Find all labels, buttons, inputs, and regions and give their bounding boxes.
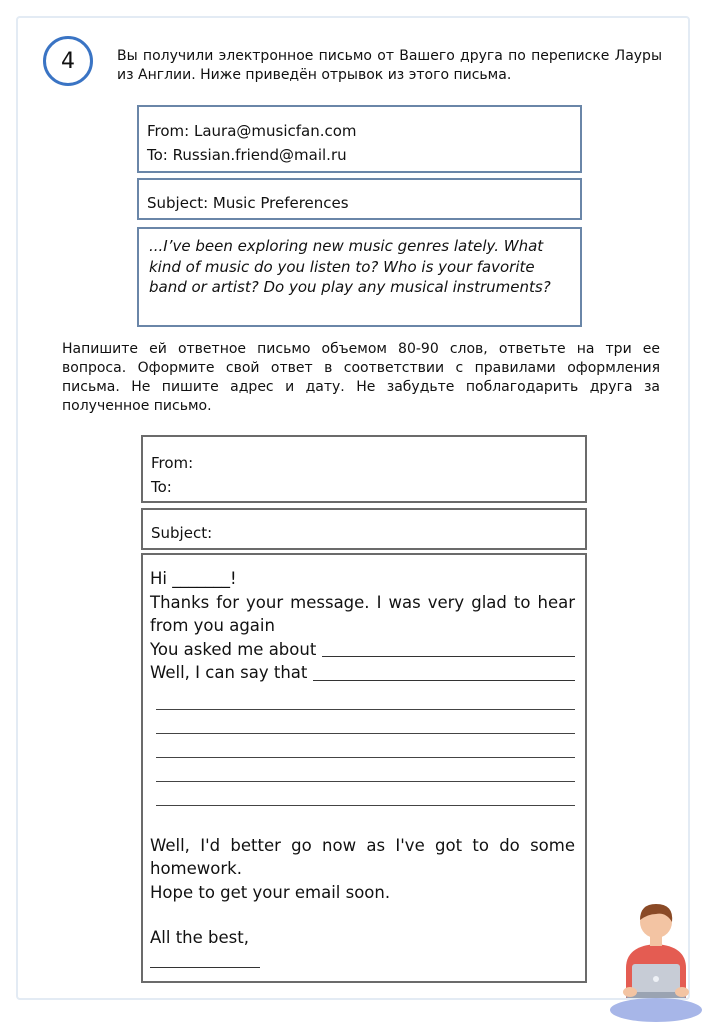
reply-thanks: Thanks for your message. I was very glad to hear from you again <box>150 592 575 635</box>
incoming-email-body <box>137 227 582 327</box>
incoming-body-text: ...I’ve been exploring new music genres lately. What kind of music do you listen to? Who is your favorite band or artist? Do you play any musical instruments? <box>149 237 551 296</box>
incoming-subject-text: Subject: Music Preferences <box>147 194 349 212</box>
incoming-to-value: Russian.friend@mail.ru <box>172 146 347 164</box>
writing-line <box>156 757 575 758</box>
incoming-email-subject <box>137 178 582 220</box>
reply-closing-1: Well, I'd better go now as I've got to do some homework. <box>150 835 575 878</box>
reply-say-blank <box>313 679 575 681</box>
incoming-from-value: Laura@musicfan.com <box>194 122 357 140</box>
reply-subject-label: Subject: <box>151 524 213 542</box>
task-instructions: Напишите ей ответное письмо объемом 80-90 слов, ответьте на три ее вопроса. Оформите свой ответ в соответствии с правилами оформления письма. Не пишите адрес и дату. Не забудьте поблагодарить друга за полученное письмо. <box>62 341 660 414</box>
reply-writing-lines <box>150 685 575 806</box>
reply-subject <box>141 508 587 550</box>
reply-body <box>141 553 587 983</box>
reply-asked-text: You asked me about <box>150 639 317 659</box>
incoming-from-label: From: <box>147 122 190 140</box>
incoming-email-header <box>137 105 582 173</box>
writing-line <box>156 781 575 782</box>
reply-greeting: Hi _______! <box>150 569 237 588</box>
reply-header <box>141 435 587 503</box>
reply-signature-blank <box>150 967 260 968</box>
writing-line <box>156 733 575 734</box>
writing-line <box>156 805 575 806</box>
reply-say-text: Well, I can say that <box>150 663 308 682</box>
task-number-badge: 4 <box>43 36 93 86</box>
reply-closing-2: Hope to get your email soon. <box>150 882 391 902</box>
reply-asked-blank <box>322 655 575 657</box>
reply-say-row <box>150 661 575 685</box>
reply-asked-row <box>150 638 575 662</box>
reply-to-label: To: <box>151 478 172 496</box>
student-with-laptop-illustration <box>606 898 706 1024</box>
reply-sign-off: All the best, <box>150 928 249 947</box>
reply-from-label: From: <box>151 454 194 472</box>
task-intro: Вы получили электронное письмо от Вашего друга по переписке Лауры из Англии. Ниже приведён отрывок из этого письма. <box>117 48 662 83</box>
incoming-to-label: To: <box>147 146 168 164</box>
writing-line <box>156 709 575 710</box>
